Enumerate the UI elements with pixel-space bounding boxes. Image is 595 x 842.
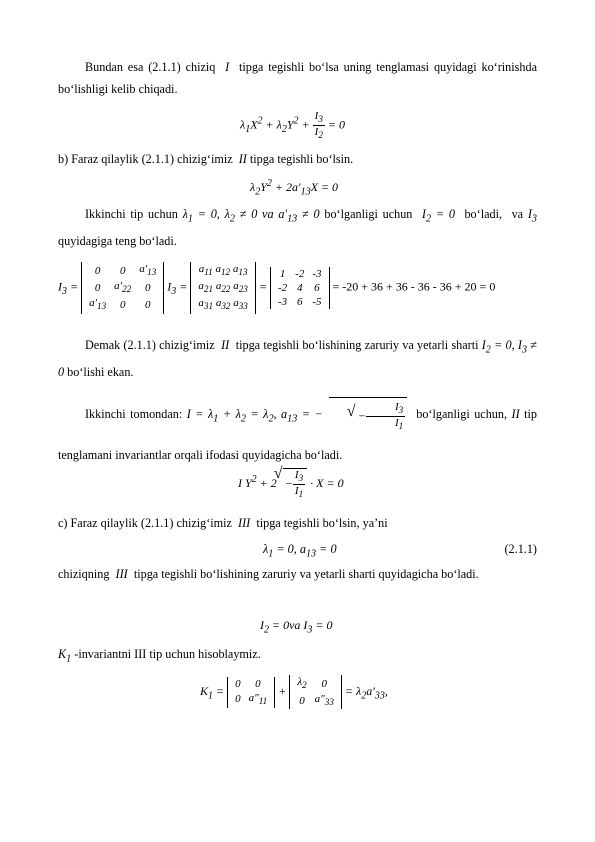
paragraph-type-two-condition: Ikkinchi tip uchun $\lambda_1 = 0$, $\lambda_2 \ne 0$ va $a'_{13} \ne 0$ bo‘lganligi uchun $I_2 = 0$ bo‘ladi, va $I_3$ quyidagiga teng bo‘ladi. <box>58 207 537 249</box>
paragraph-type-two-criterion: Demak (2.1.1) chizig‘imiz II tipga tegishli bo‘lishining zaruriy va yetarli sharti $I_2 = 0$, $I_3 \ne 0$ bo‘lishi ekan. <box>58 338 537 380</box>
equation-number: (2.1.1) <box>504 542 537 556</box>
equation-type-two: $\lambda_2Y^2 + 2a'_{13}X = 0$ <box>250 178 339 198</box>
equation-k1: $K_1$ = 0 0 0 $a''_{11}$ + $\lambda_2$ 0 0 $a''_{33}$ = $\lambda_2a'_{33}$, <box>200 676 388 708</box>
determinant-result: = -20 + 36 + 36 - 36 - 36 + 20 = 0 <box>332 279 496 294</box>
paragraph-type-one: Bundan esa (2.1.1) chiziq I tipga tegishli bo‘lsa uning tenglamasi quyidagi ko‘rinishda bo‘lishligi kelib chiqadi. <box>58 60 537 96</box>
document-page: Bundan esa (2.1.1) chiziq I tipga tegishli bo‘lsa uning tenglamasi quyidagi ko‘rinishda bo‘lishligi kelib chiqadi. $\lambda_1X^2 + \lambda_2Y^2$ + $\frac{I_3}{I_2}$ = 0 b) Faraz qilaylik (2.1.1) chizig‘imiz II tipga tegishli bo‘lsin. $\lambda_2Y^2 + 2a'_{13}X = 0$ Ikkinchi tip uchun $\lambda_1 = 0$, $\lambda_2 \ne 0$ va $a'_{13} \ne 0$ bo‘lganligi uchun $I_2 = 0$ bo‘ladi, va $I_3$ quyidagiga teng bo‘ladi. $I_3$ = 0 0 $a'_{13}$ 0 $a'_{22}$ 0 $a'_{13}$ 0 0 $I_3$ = $a_{11}$ $a_{12}$ $a_{13}$ $a_{21}$ $a_{22}$ $a_{23}$ $a_{31}$ $a_{32}$ $a_{33}$ = 1 -2 -3 -2 4 6 -3 6 -5 = -20 + 36 + 36 - 36 - 36 + 20 = 0 Demak (2.1.1) chizig‘imiz II tipga tegishli bo‘lishining zaruriy va yetarli sharti $I_2 = 0$, $I_3 \ne 0$ bo‘lishi ekan. Ikkinchi tomondan: $I = \lambda_1 + \lambda_2 = \lambda_2$, $a_{13}$ = −√ − $\frac{I_3}{I_1}$ bo‘lganligi uchun, II tip tenglamani invariantlar orqali ifodasi quyidagicha bo‘ladi. I $Y^2 + 2√$ − $\frac{I_3}{I_1}$ · X = 0 c) Faraz qilaylik (2.1.1) chizig‘imiz III tipga tegishli bo‘lsin, ya’ni $\lambda_1 = 0$, $a_{13} = 0$ (2.1.1) chiziqning III tipga tegishli bo‘lishining zaruriy va yetarli sharti quyidagicha bo‘ladi. $I_2 = 0va$ $I_3 = 0$ $K_1$ -invariantni III tip uchun hisoblaymiz. $K_1$ = 0 0 0 $a''_{11}$ + $\lambda_2$ 0 0 $a''_{33}$ = $\lambda_2a'_{33}$, <box>0 0 595 842</box>
equation-type-two-invariant: I $Y^2 + 2√$ − $\frac{I_3}{I_1}$ · X = 0 <box>238 468 344 500</box>
paragraph-invariants: Ikkinchi tomondan: $I = \lambda_1 + \lambda_2 = \lambda_2$, $a_{13}$ = −√ − $\frac{I_3}{I_1}$ bo‘lganligi uchun, II tip tenglamani invariantlar orqali ifodasi quyidagicha bo‘ladi. <box>58 396 537 473</box>
equation-type-three-condition: $I_2 = 0va$ $I_3 = 0$ <box>260 618 333 636</box>
equation-determinant: $I_3$ = 0 0 $a'_{13}$ 0 $a'_{22}$ 0 $a'_{13}$ 0 0 $I_3$ = $a_{11}$ $a_{12}$ $a_{13}$ $a_{21}$ $a_{22}$ $a_{23}$ $a_{31}$ $a_{32}$ $a_{33}$ = 1 -2 -3 -2 4 6 -3 6 -5 = -20 + 36 + 36 - 36 - 36 + 20 = 0 <box>58 263 496 312</box>
paragraph-type-three-criterion: chiziqning III tipga tegishli bo‘lishining zaruriy va yetarli sharti quyidagicha bo‘ladi. <box>58 567 479 581</box>
equation-type-one: $\lambda_1X^2 + \lambda_2Y^2$ + $\frac{I_3}{I_2}$ = 0 <box>240 110 345 141</box>
paragraph-k1-invariant: $K_1$ -invariantni III tip uchun hisoblaymiz. <box>58 647 261 665</box>
section-b-heading: b) Faraz qilaylik (2.1.1) chizig‘imiz II tipga tegishli bo‘lsin. <box>58 152 354 166</box>
section-c-heading: c) Faraz qilaylik (2.1.1) chizig‘imiz III tipga tegishli bo‘lsin, ya’ni <box>58 516 388 530</box>
